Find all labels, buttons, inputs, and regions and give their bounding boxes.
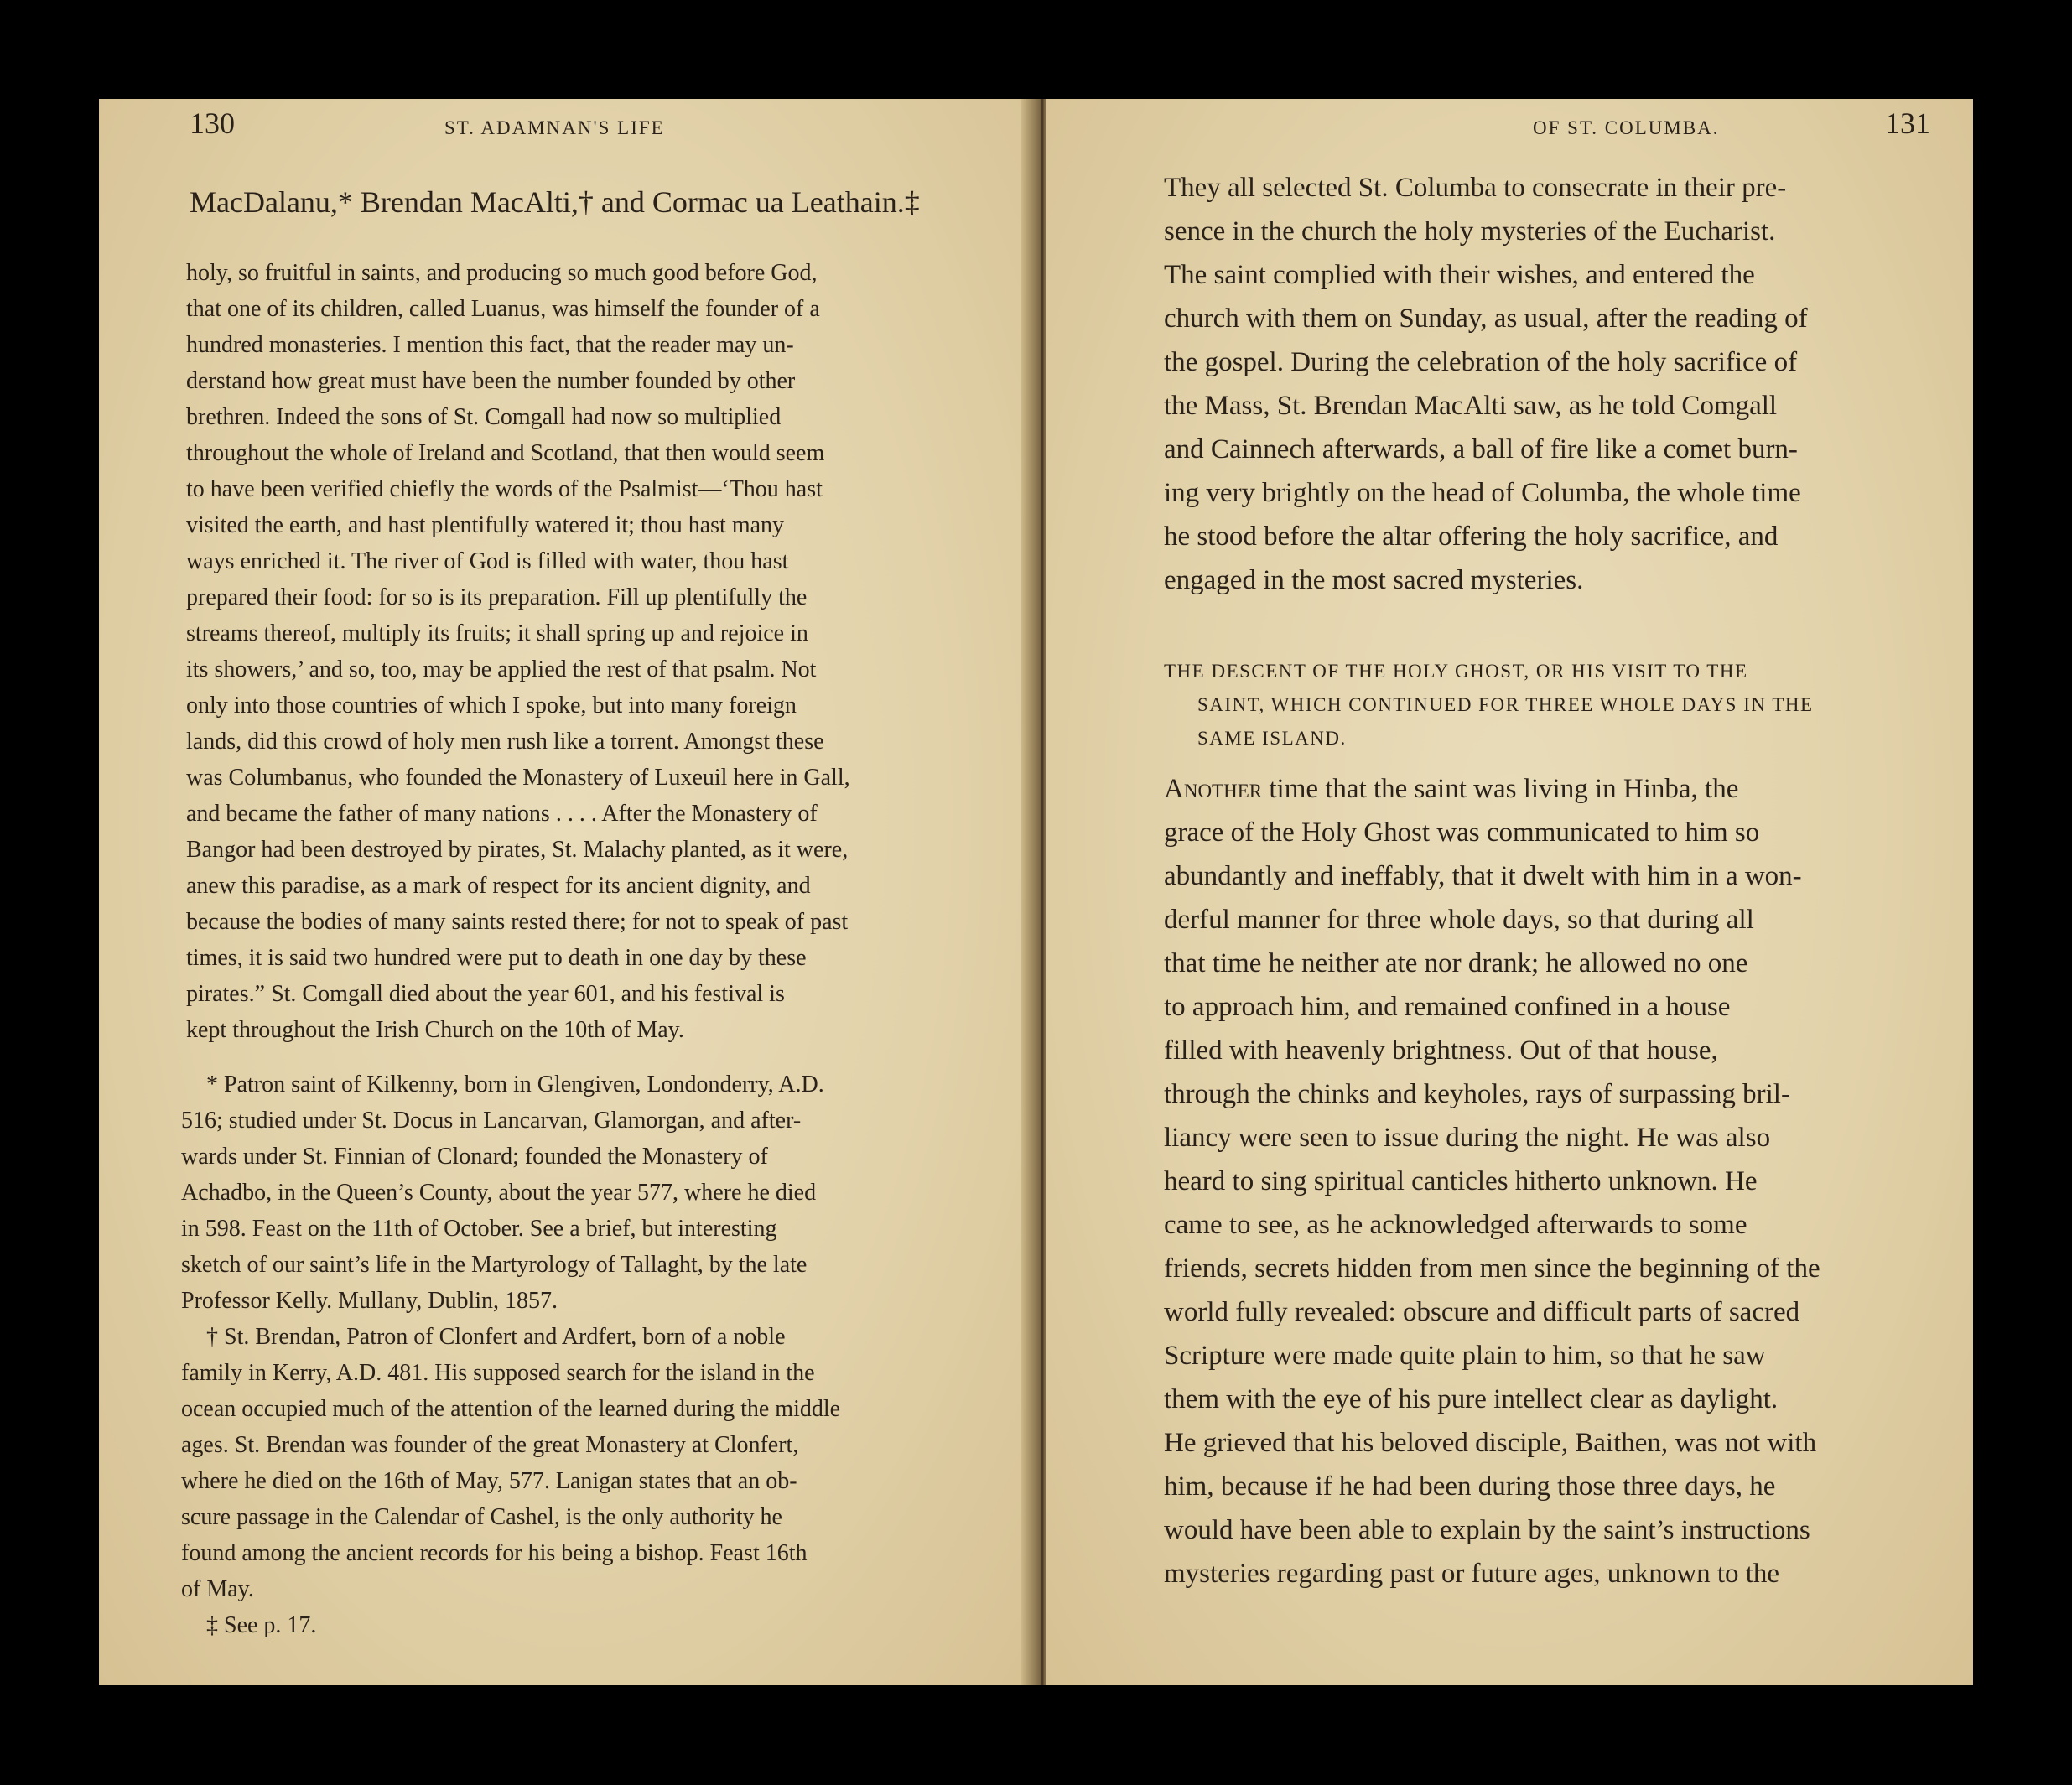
footnote-line: † St. Brendan, Patron of Clonfert and Ardfert, born of a noble (206, 1324, 786, 1350)
body-line: visited the earth, and hast plentifully watered it; thou hast many (186, 512, 785, 538)
body-line: liancy were seen to issue during the night. He was also (1164, 1123, 1771, 1153)
body-line: mysteries regarding past or future ages, unknown to the (1164, 1559, 1780, 1589)
running-head: ST. ADAMNAN'S LIFE (444, 117, 665, 138)
footnote-line: Achadbo, in the Queen’s County, about the year 577, where he died (181, 1180, 817, 1206)
chapter-heading: SAME ISLAND. (1197, 728, 1347, 749)
body-line: Another time that the saint was living in Hinba, the (1164, 774, 1739, 804)
body-line: world fully revealed: obscure and difficult parts of sacred (1164, 1297, 1800, 1327)
body-line: the Mass, St. Brendan MacAlti saw, as he told Comgall (1164, 391, 1778, 421)
body-line: and became the father of many nations . . . . After the Monastery of (186, 801, 818, 827)
body-line: to have been verified chiefly the words of the Psalmist—‘Thou hast (186, 476, 823, 502)
body-line: heard to sing spiritual canticles hitherto unknown. He (1164, 1166, 1758, 1196)
body-line: him, because if he had been during those three days, he (1164, 1471, 1776, 1502)
page-number: 131 (1885, 106, 1930, 140)
body-line: times, it is said two hundred were put to death in one day by these (186, 945, 807, 971)
body-line: derful manner for three whole days, so that during all (1164, 905, 1754, 935)
body-line: anew this paradise, as a mark of respect for its ancient dignity, and (186, 873, 811, 899)
body-line: filled with heavenly brightness. Out of that house, (1164, 1035, 1718, 1066)
body-line: and Cainnech afterwards, a ball of fire like a comet burn- (1164, 434, 1798, 464)
body-line: engaged in the most sacred mysteries. (1164, 565, 1584, 595)
page-number: 130 (190, 106, 235, 140)
footnote-line: * Patron saint of Kilkenny, born in Glengiven, Londonderry, A.D. (206, 1072, 824, 1097)
footnote-line: family in Kerry, A.D. 481. His supposed search for the island in the (181, 1360, 815, 1386)
body-line: holy, so fruitful in saints, and producing so much good before God, (186, 260, 818, 286)
body-line: They all selected St. Columba to consecrate in their pre- (1164, 173, 1787, 203)
chapter-heading: SAINT, WHICH CONTINUED FOR THREE WHOLE DAYS IN THE (1197, 694, 1814, 715)
drop-word: Another (1164, 774, 1263, 804)
open-book (99, 99, 1973, 1685)
footnote-line: 516; studied under St. Docus in Lancarvan, Glamorgan, and after- (181, 1108, 802, 1134)
body-line: that one of its children, called Luanus, was himself the founder of a (186, 296, 820, 322)
body-line: pirates.” St. Comgall died about the year 601, and his festival is (186, 981, 785, 1007)
body-line: would have been able to explain by the saint’s instructions (1164, 1515, 1810, 1545)
footnote-line: Professor Kelly. Mullany, Dublin, 1857. (181, 1288, 558, 1314)
left-page (99, 99, 1041, 1685)
body-line: derstand how great must have been the number founded by other (186, 368, 796, 394)
body-line: that time he neither ate nor drank; he allowed no one (1164, 948, 1748, 978)
footnote-line: ages. St. Brendan was founder of the great Monastery at Clonfert, (181, 1432, 799, 1458)
body-line: to approach him, and remained confined in a house (1164, 992, 1731, 1022)
body-line: because the bodies of many saints rested there; for not to speak of past (186, 909, 849, 935)
footnote-line: in 598. Feast on the 11th of October. See a brief, but interesting (181, 1216, 777, 1242)
footnote-line: sketch of our saint’s life in the Martyrology of Tallaght, by the late (181, 1252, 808, 1278)
body-line: was Columbanus, who founded the Monastery of Luxeuil here in Gall, (186, 765, 850, 791)
body-line: Scripture were made quite plain to him, so that he saw (1164, 1341, 1766, 1371)
body-line: only into those countries of which I spoke, but into many foreign (186, 693, 797, 719)
running-head: OF ST. COLUMBA. (1533, 117, 1720, 138)
footnote-line: of May. (181, 1576, 254, 1602)
footnote-line: where he died on the 16th of May, 577. Lanigan states that an ob- (181, 1468, 797, 1494)
footnote-line: scure passage in the Calendar of Cashel, is the only authority he (181, 1504, 782, 1530)
body-line: hundred monasteries. I mention this fact, that the reader may un- (186, 332, 794, 358)
body-line: The saint complied with their wishes, and entered the (1164, 260, 1755, 290)
body-line: kept throughout the Irish Church on the 10th of May. (186, 1017, 684, 1043)
body-line: ways enriched it. The river of God is filled with water, thou hast (186, 548, 789, 574)
body-line: prepared their food: for so is its preparation. Fill up plentifully the (186, 584, 808, 610)
body-line: abundantly and ineffably, that it dwelt with him in a won- (1164, 861, 1802, 891)
footnote-line: ‡ See p. 17. (206, 1612, 317, 1638)
body-line: the gospel. During the celebration of the holy sacrifice of (1164, 347, 1798, 377)
body-line: friends, secrets hidden from men since the beginning of the (1164, 1253, 1820, 1284)
body-line: grace of the Holy Ghost was communicated to him so (1164, 817, 1760, 848)
body-line: came to see, as he acknowledged afterwards to some (1164, 1210, 1747, 1240)
body-line: Bangor had been destroyed by pirates, St. Malachy planted, as it were, (186, 837, 849, 863)
body-line: through the chinks and keyholes, rays of surpassing bril- (1164, 1079, 1790, 1109)
body-line: sence in the church the holy mysteries of the Eucharist. (1164, 216, 1776, 246)
body-line: brethren. Indeed the sons of St. Comgall had now so multiplied (186, 404, 782, 430)
body-line: church with them on Sunday, as usual, after the reading of (1164, 304, 1808, 334)
body-line: he stood before the altar offering the holy sacrifice, and (1164, 521, 1779, 552)
body-line: them with the eye of his pure intellect clear as daylight. (1164, 1384, 1779, 1414)
footnote-line: ocean occupied much of the attention of the learned during the middle (181, 1396, 841, 1422)
chapter-heading: THE DESCENT OF THE HOLY GHOST, OR HIS VISIT TO THE (1164, 661, 1748, 682)
verse-line: MacDalanu,* Brendan MacAlti,† and Cormac ua Leathain.‡ (190, 185, 920, 219)
body-line: its showers,’ and so, too, may be applied the rest of that psalm. Not (186, 656, 817, 682)
body-line: lands, did this crowd of holy men rush like a torrent. Amongst these (186, 729, 824, 755)
right-page (1046, 99, 1973, 1685)
footnote-line: found among the ancient records for his being a bishop. Feast 16th (181, 1540, 808, 1566)
body-line: throughout the whole of Ireland and Scotland, that then would seem (186, 440, 825, 466)
body-line: ing very brightly on the head of Columba, the whole time (1164, 478, 1801, 508)
body-line: streams thereof, multiply its fruits; it shall spring up and rejoice in (186, 620, 808, 646)
body-line: He grieved that his beloved disciple, Baithen, was not with (1164, 1428, 1817, 1458)
footnote-line: wards under St. Finnian of Clonard; founded the Monastery of (181, 1144, 768, 1170)
